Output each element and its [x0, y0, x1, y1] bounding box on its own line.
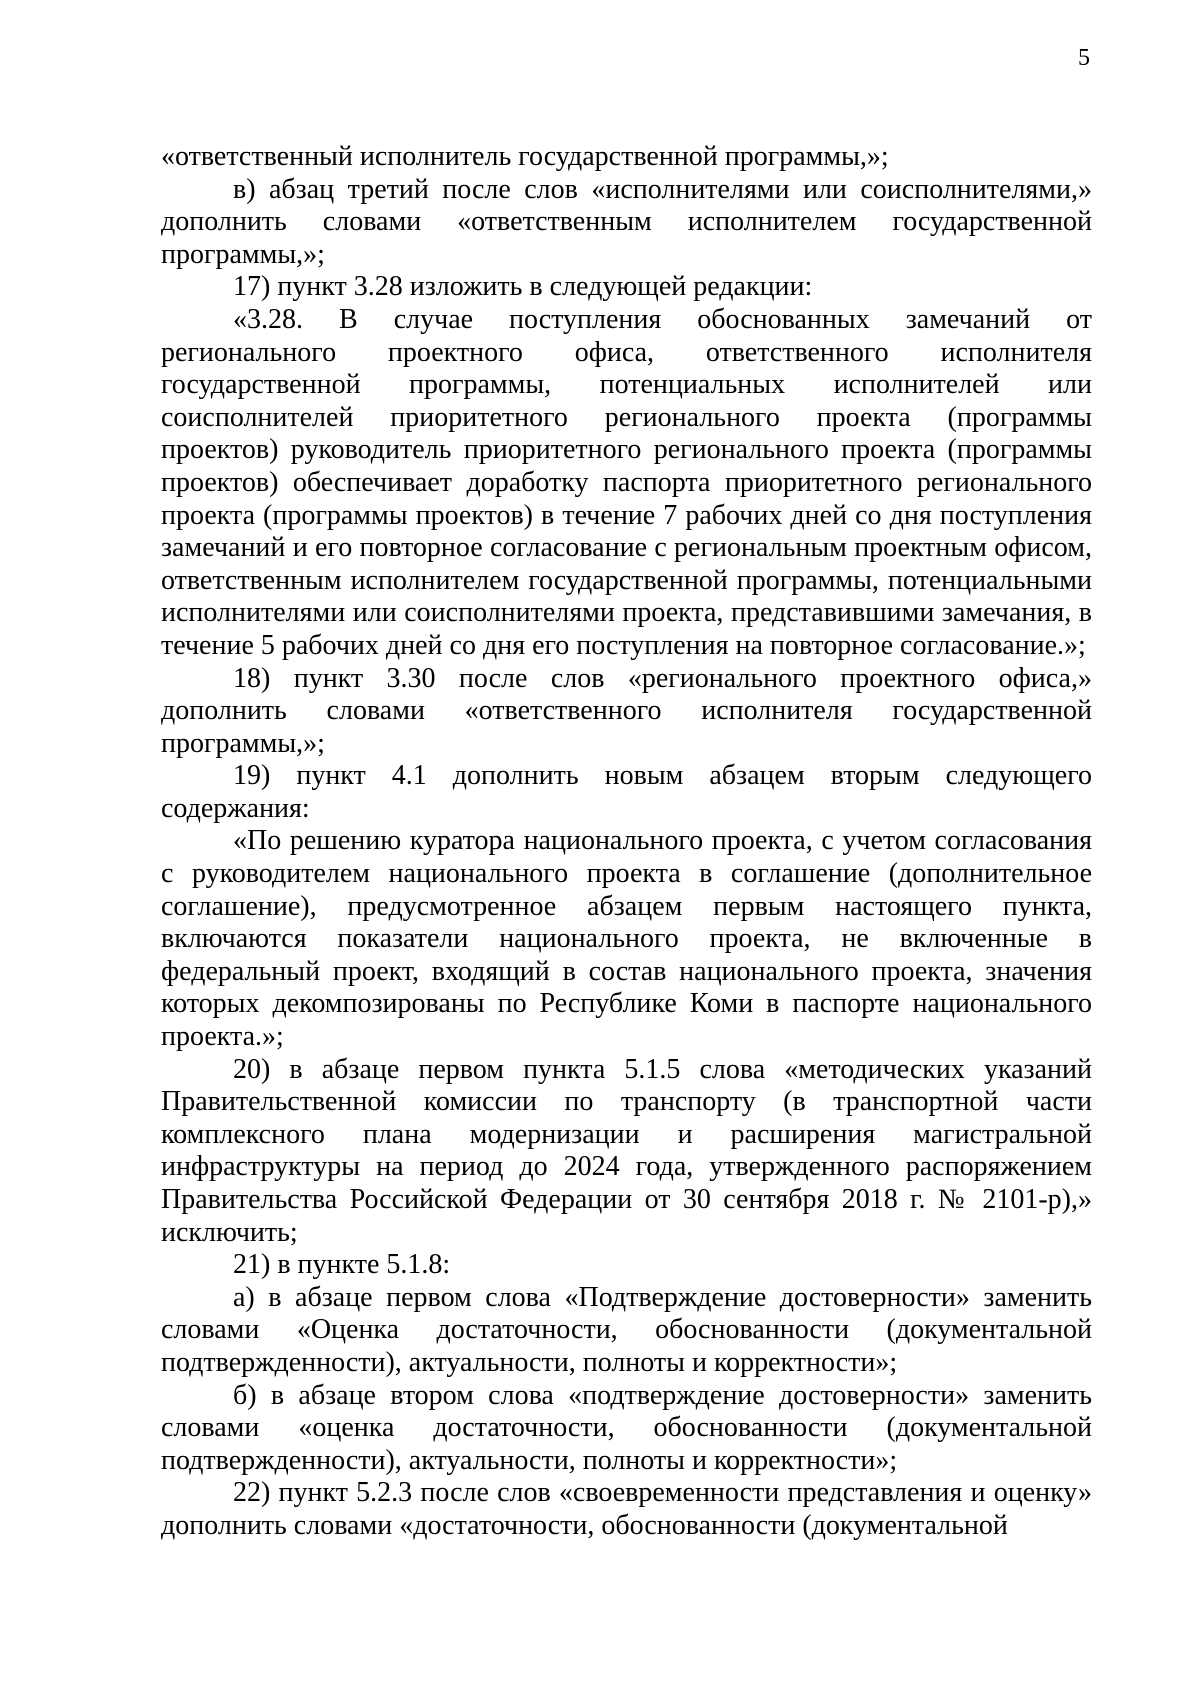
- paragraph-item-20: 20) в абзаце первом пункта 5.1.5 слова «методических указаний Правительственной комиссии по транспорту (в транспортной части комплексного плана модернизации и расширения магистральной инфраструктуры на период до 2024 года, утвержденного распоряжением Правительства Российской Федерации от 30 сентября 2018 г. № 2101-р),» исключить;: [161, 1053, 1092, 1248]
- page-number: 5: [1078, 45, 1090, 71]
- paragraph-item-17: 17) пункт 3.28 изложить в следующей редакции:: [233, 271, 813, 303]
- paragraph-subitem-b: б) в абзаце втором слова «подтверждение достоверности» заменить словами «оценка достаточности, обоснованности (документальной подтвержденности), актуальности, полноты и корректности»;: [161, 1379, 1092, 1476]
- paragraph-quote-4-1: «По решению куратора национального проекта, с учетом согласования с руководителем национального проекта в соглашение (дополнительное соглашение), предусмотренное абзацем первым настоящего пункта, включаются показатели национального проекта, не включенные в федеральный проект, входящий в состав национального проекта, значения которых декомпозированы по Республике Коми в паспорте национального проекта.»;: [161, 825, 1092, 1053]
- paragraph-item-v: в) абзац третий после слов «исполнителями или соисполнителями,» дополнить словами «ответственным исполнителем государственной программы,»;: [161, 173, 1092, 270]
- paragraph-item-21: 21) в пункте 5.1.8:: [233, 1249, 451, 1281]
- paragraph-subitem-a: а) в абзаце первом слова «Подтверждение достоверности» заменить словами «Оценка достаточности, обоснованности (документальной подтвержденности), актуальности, полноты и корректности»;: [161, 1281, 1092, 1378]
- paragraph-item-18: 18) пункт 3.30 после слов «регионального проектного офиса,» дополнить словами «ответственного исполнителя государственной программы,»;: [161, 662, 1092, 759]
- paragraph-quote-3-28: «3.28. В случае поступления обоснованных замечаний от регионального проектного офиса, ответственного исполнителя государственной программы, потенциальных исполнителей или соисполнителей приоритетного регионального проекта (программы проектов) руководитель приоритетного регионального проекта (программы проектов) обеспечивает доработку паспорта приоритетного регионального проекта (программы проектов) в течение 7 рабочих дней со дня поступления замечаний и его повторное согласование с региональным проектным офисом, ответственным исполнителем государственной программы, потенциальными исполнителями или соисполнителями проекта, представившими замечания, в течение 5 рабочих дней со дня его поступления на повторное согласование.»;: [161, 303, 1092, 661]
- paragraph-continuation: «ответственный исполнитель государственной программы,»;: [161, 141, 889, 172]
- paragraph-item-19: 19) пункт 4.1 дополнить новым абзацем вторым следующего содержания:: [161, 760, 1092, 824]
- document-body: [161, 141, 1092, 1543]
- paragraph-item-22: 22) пункт 5.2.3 после слов «своевременности представления и оценку» дополнить словами «достаточности, обоснованности (документальной: [161, 1477, 1092, 1541]
